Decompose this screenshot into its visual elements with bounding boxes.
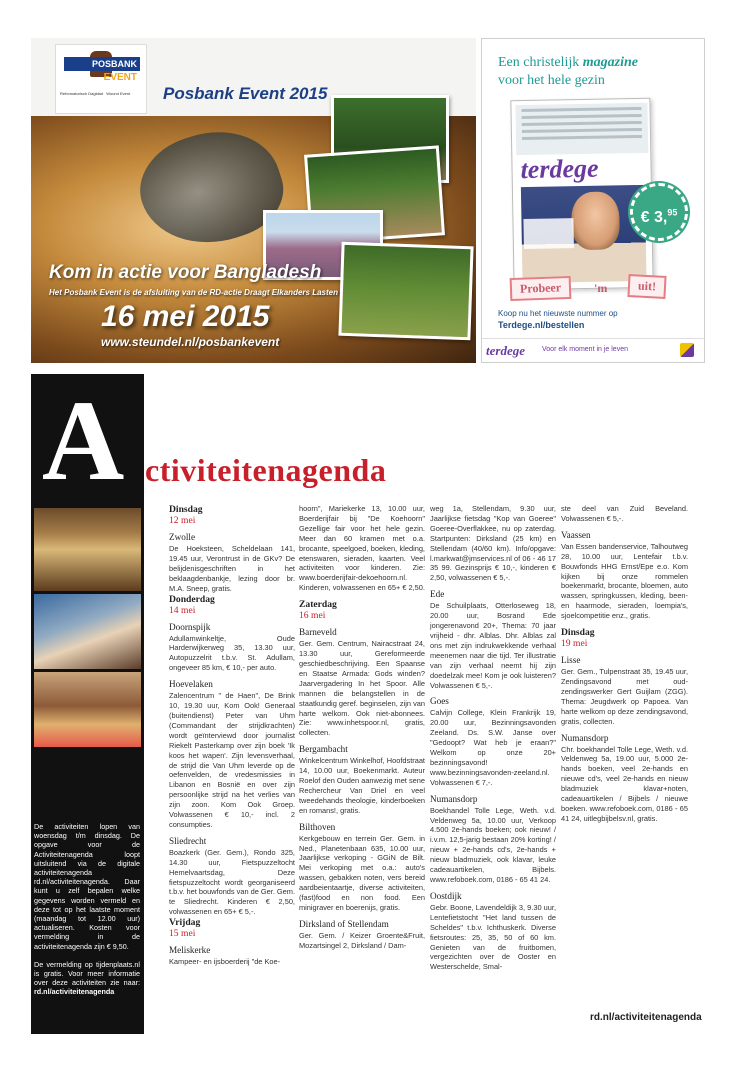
sidebar-paragraph-1: De activiteiten lopen van woensdag t/m dinsdag. De opgave voor de Activiteitenagenda loopt uitsluitend via de digitale activiteitenagenda rd.nl/activiteitenagenda. Daar kunt u zelf bepalen welke gegevens worden vermeld en deze tot op het laatste moment (maandag tot 12.00 uur) actualiseren. Kosten voor vermelding in de activiteitenagenda zijn € 9,50. bbox=[34, 822, 140, 951]
day-date: 15 mei bbox=[169, 928, 196, 940]
place-name: Numansdorp bbox=[430, 793, 478, 804]
day-date: 12 mei bbox=[169, 515, 196, 526]
event-text: Ger. Gem. Centrum, Nairacstraat 24, 13.30 uur, Gereformeerde geschiedbeschrijving. Een Spaanse en Staatse Armada: Gods winden? Jaarvergadering In het Spoor. Alle mannen die belangstellen in de staatkundig geref. beginselen, zijn van harte welkom. Ook niet-abonnees. Zie: www.inhetspoor.nl, gratis, collecten. bbox=[299, 639, 425, 738]
stamp-uit: uit! bbox=[627, 274, 666, 299]
stamp-probeer: Probeer bbox=[510, 276, 572, 301]
place-name: Lisse bbox=[561, 655, 581, 666]
event-text: De Schuilplaats, Otterloseweg 18, 20.00 uur, Bosrand Ede jongerenavond 20+, Thema: 70 jaar vrijheid - dhr. Alblas. Dhr. Alblas zal ons met zijn indrukwekkende verhaal meenemen naar die tijd. Ter illustratie van zijn verhaal neemt hij zijn doedelzak mee! Kom je ook luisteren? Volwassenen € 5,-. bbox=[430, 601, 556, 690]
sidebar-info bbox=[34, 822, 140, 1006]
price-badge bbox=[630, 183, 688, 241]
event-text: Ger. Gem., Tulpenstraat 35, 19.45 uur, Zendingsavond met oud-zendingswerker Gert Guijlam (ZGG). Thema: Jeugdwerk op Papoea. Van harte welkom op deze zendingsavond, gratis, collecten. bbox=[561, 667, 688, 726]
posbank-event-ad bbox=[31, 38, 476, 363]
magazine-logo: terdege bbox=[520, 153, 599, 185]
place-name: Meliskerke bbox=[169, 945, 211, 956]
posbank-logo bbox=[55, 44, 147, 114]
day-heading: Zaterdag bbox=[299, 599, 337, 611]
photo-book-market bbox=[34, 672, 141, 747]
event-text: Calvijn College, Klein Frankrijk 19, 20.00 uur, Bezinningsavonden Zeeland. Ds. S.W. Janse over "Gedoopt? Wat heb je eraan?" Welkom op onze 20+ bezinningsavond! www.bezinningsavonden-zeeland.nl. Volwassenen € 7,-. bbox=[430, 708, 556, 787]
event-text: Gebr. Boone, Lavendeldijk 3, 9.30 uur, Lentefietstocht "Het land tussen de Scheldes" t.b.v. Ichthuskerk. Diverse fietsroutes: 25, 35, 50 of 60 km. Genieten van de fruitbomen, vergezichten over de Ooster en Westerschelde, Smal- bbox=[430, 902, 556, 972]
day-heading: Vrijdag bbox=[169, 917, 201, 929]
day-heading: Dinsdag bbox=[169, 504, 203, 515]
sponsor-wound: Wound Event bbox=[106, 91, 131, 96]
place-name: Barneveld bbox=[299, 627, 337, 638]
place-name: Zwolle bbox=[169, 532, 196, 542]
event-text: hoorn", Mariekerke 13, 10.00 uur, Boerderijfair bij "De Koehoorn" Gezellige fair voor het hele gezin. Meer dan 60 kramen met o.a. brocante, speelgoed, boeken, kleding, etenswaren, sieraden, kaarten. Veel activiteiten voor kinderen. Zie: www.boerderijfair-dekoehoorn.nl. Kinderen, volwassenen en 65+ € 2,50. bbox=[299, 504, 425, 593]
agenda-column-2 bbox=[299, 504, 425, 951]
agenda-drop-cap: A bbox=[42, 377, 125, 504]
logo-word-posbank: POSBANK bbox=[64, 57, 140, 71]
ad-title: Posbank Event 2015 bbox=[163, 84, 328, 103]
place-name: Hoevelaken bbox=[169, 679, 213, 690]
event-text: Zalencentrum " de Haen", De Brink 10, 19.30 uur, Kom Ook! Generaal (buitendienst) Peter van Uhm (Commandant der strijdkrachten) wordt geïnterviewd door journalist Riekelt Pasterkamp over zijn boek 'Ik koos het wapen'. Zijn levensverhaal, de strijd die Van Uhm leverde op de oefenvelden, de vredesmissies in Libanon en Bosnië en over zijn persoonlijke strijd na het verlies van zijn zoon. Kom Ook Groep. Volwassenen € 10,- incl. 2 consumpties. bbox=[169, 691, 295, 829]
agenda-title: ctiviteitenagenda bbox=[145, 452, 387, 488]
event-text: Ger. Gem. / Keizer Groente&Fruit, Mozartsingel 2, Dirksland / Dam- bbox=[299, 930, 425, 950]
event-text: weg 1a, Stellendam, 9.30 uur, Jaarlijkse fietsdag "Kop van Goeree" Goeree-Overflakkee, nu op zaterdag. Startpunten: Dirksland (25 km) en Stellendam (40/60 km). Info/opgave: l.markwat@jmservices.nl of 06 - 46 17 35 99. Gezinsprijs € 10,-, kinderen € 2,50, volwassenen € 5,-. bbox=[430, 504, 556, 583]
price-value: € 3,95 bbox=[640, 208, 678, 227]
place-name: Bilthoven bbox=[299, 821, 336, 832]
logo-word-event: EVENT bbox=[103, 72, 137, 83]
place-name: Goes bbox=[430, 696, 449, 707]
event-text: Kerkgebouw en terrein Ger. Gem. in Ned., Planetenbaan 635, 10.00 uur, Jaarlijkse verkoping - GGiN de Bilt. Mei verkoping met o.a.: auto's wassen, gebakken noten, vers bereid aardbeientaartje, diverse activiteiten, (fast)food en non food. Een minigraver en boerenijs, gratis. bbox=[299, 833, 425, 912]
stamp-m: 'm bbox=[594, 281, 608, 295]
cta-text: Koop nu het nieuwste nummer op bbox=[498, 309, 618, 318]
footer-url[interactable]: rd.nl/activiteitenagenda bbox=[590, 1012, 702, 1023]
event-text: ste deel van Zuid Beveland. Volwassenen € 5,-. bbox=[561, 504, 688, 523]
try-it-stamps bbox=[510, 275, 684, 301]
footer-slogan: Voor elk moment in je leven bbox=[542, 346, 628, 353]
event-text: Boekhandel Tolle Lege, Weth. v.d. Veldenweg 5a, 10.00 uur, Verkoop 4.500 2e-hands boeken; ook nieuw! / i.v.m. 12,5-jarig bestaan 20% korting! / nieuw + 2e-hands cd's, 2e-hands + nieuw bladmuziek, ook klavar, leuke cadeauartikelen, Bijbels. www.refoboek.com, 0186 - 65 41 24. bbox=[430, 805, 556, 884]
publisher-icon bbox=[680, 343, 694, 357]
terdege-footer bbox=[482, 338, 704, 362]
photo-walkers-path bbox=[338, 242, 473, 341]
cover-back-page bbox=[515, 103, 648, 155]
ad-tagline: Kom in actie voor Bangladesh bbox=[49, 262, 322, 283]
terdege-headline-line2: voor het hele gezin bbox=[498, 73, 605, 88]
place-name: Numansdorp bbox=[561, 732, 609, 743]
day-date: 14 mei bbox=[169, 604, 196, 616]
event-text: Chr. boekhandel Tolle Lege, Weth. v.d. Veldenweg 5a, 19.00 uur, 5.000 2e-hands boeken, veel 2e-hands en nieuwe cd's, veel 2e-hands en nieuw bladmuziek klavar+noten, cadeauartikelen / Bijbels / nieuwe boeken. www.refoboek.com, 0186 - 65 41 24, uitlegbijbelsv.nl, gratis. bbox=[561, 744, 688, 823]
day-heading: Donderdag bbox=[169, 593, 215, 605]
place-name: Bergambacht bbox=[299, 744, 348, 755]
place-name: Doornspijk bbox=[169, 621, 211, 632]
day-date: 16 mei bbox=[299, 610, 326, 622]
cta-link[interactable]: Terdege.nl/bestellen bbox=[498, 320, 585, 330]
day-heading: Dinsdag bbox=[561, 627, 595, 639]
agenda-column-4 bbox=[561, 504, 688, 824]
terdege-ad bbox=[481, 38, 705, 363]
event-text: Adullamwinkeltje, Oude Harderwijkerweg 35, 13.30 uur, Autopuzzelrit t.b.v. St. Adullam, ongeveer 85 km, € 10,- per auto. bbox=[169, 633, 295, 673]
photo-family-market bbox=[34, 594, 141, 669]
sponsor-rd: Reformatorisch Dagblad bbox=[60, 91, 104, 96]
cover-textblock bbox=[523, 218, 574, 249]
ad-url[interactable]: www.steundel.nl/posbankevent bbox=[101, 335, 280, 349]
event-text: Boazkerk (Ger. Gem.), Rondo 325, 14.30 uur, Fietspuzzeltocht Hemelvaartsdag, Deze fietspuzzeltocht wordt georganiseerd t.b.v. het bouwfonds van de Ger. Gem. te Sliedrecht. Kinderen € 2,50, volwassenen en 65+ € 5,-. bbox=[169, 847, 295, 917]
event-text: Winkelcentrum Winkelhof, Hoofdstraat 14, 10.00 uur, Boekenmarkt. Auteur Roelof den Ouden aanwezig met sene Rechercheur Van Driel en veel tweedehands theologie, kinderboeken en romans!, gratis. bbox=[299, 756, 425, 815]
day-date: 19 mei bbox=[561, 638, 588, 650]
logo-sponsors bbox=[60, 91, 144, 96]
ad-date: 16 mei 2015 bbox=[101, 300, 270, 333]
place-name: Vaassen bbox=[561, 529, 591, 540]
event-text: De Hoeksteen, Scheldelaan 141, 19.45 uur, Verontrust in de GKv? De belijdenisgeschriften in het beklaagdenbankje, lezing door br. M.A. Sneep, gratis. bbox=[169, 544, 295, 593]
agenda-column-1 bbox=[169, 504, 295, 967]
event-text: Kampeer- en ijsboerderij "de Koe- bbox=[169, 957, 281, 967]
terdege-headline-line1 bbox=[498, 55, 638, 71]
footer-logo: terdege bbox=[486, 343, 525, 358]
agenda-column-3 bbox=[430, 504, 556, 972]
magazine-cover-image bbox=[510, 98, 653, 290]
photo-church-interior bbox=[34, 508, 141, 591]
ad-subline: Het Posbank Event is de afsluiting van de RD-actie Draagt Elkanders Lasten bbox=[49, 288, 338, 297]
place-name: Sliedrecht bbox=[169, 835, 207, 846]
place-name: Ede bbox=[430, 589, 445, 600]
place-name: Oostdijk bbox=[430, 890, 462, 901]
cover-portrait bbox=[571, 191, 620, 250]
sidebar-paragraph-2: De vermelding op tijdenplaats.nl is gratis. Voor meer informatie over deze activiteiten zie naar: rd.nl/activiteitenagenda bbox=[34, 959, 140, 997]
event-text: Van Essen bandenservice, Talhoutweg 28, 10.00 uur, Lentefair t.b.v. Bouwfonds HHG Ernst/Epe e.o. Kom kijken bij onze rommelen boekenmarkt, brocante, bloemen, auto wassen, springkussen, kleding, been- en haarmode, sieraden, loempia's, sjoelcompetitie enz., gratis. bbox=[561, 541, 688, 621]
sidebar-link[interactable]: rd.nl/activiteitenagenda bbox=[34, 987, 115, 997]
headline-part-a: Een christelijk bbox=[498, 55, 583, 70]
headline-emphasis: magazine bbox=[582, 55, 638, 70]
place-name: Dirksland of Stellendam bbox=[299, 918, 389, 929]
